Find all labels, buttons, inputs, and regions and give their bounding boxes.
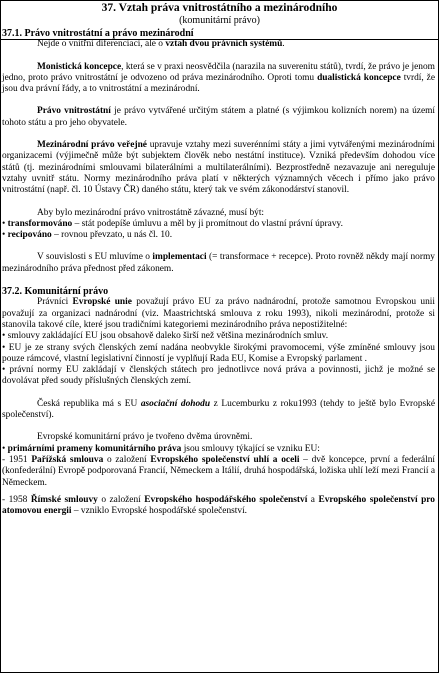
paragraph-intro: Nejde o vnitřní diferenciaci, ale o vztah dvou právních systémů. bbox=[37, 39, 285, 50]
document-body bbox=[2, 28, 435, 517]
paragraph-1958: - 1958 Římské smlouvy o založení Evropského hospodářského společenství a Evropského společenství pro atomovou energii – vzniklo Evropské hospodářské společenství. bbox=[2, 494, 435, 517]
section-heading-1: 37.1. Právo vnitrostátní a právo mezinárodní bbox=[2, 28, 194, 39]
bullet-transformed: • transformováno – stát podepíše úmluvu a měl by ji promítnout do vlastní právní úpravy. bbox=[2, 218, 343, 229]
list-item: • EU je ze strany svých členských zemí nadána neobvykle širokými pravomocemi, výše zmíněné smlouvy jsou pouze rámcové, vlastní legislativní činností je vyplňují Rada EU, Komise a Evropský parlament . bbox=[2, 342, 435, 364]
paragraph-monism: Monistická koncepce, která se v praxi neosvědčila (narazila na suverenitu států), tvrdí, že právo je jenom jedno, proto právo vnitrostátní je odvozeno od práva mezinárodního. Oproti tomu dualistická koncepce tvrdí, že jsou dva právní řády, a to vnitrostátní a mezinárodní. bbox=[2, 61, 435, 95]
paragraph-czech-republic: Česká republika má s EU asociační dohodu z Lucemburku z roku1993 (tehdy to ještě bylo Evropské společenství). bbox=[2, 398, 436, 421]
paragraph-implementation: V souvislosti s EU mluvíme o implementaci (= transformace + recepce). Proto rovněž někdy mají normy mezinárodního práva přednost před zákonem. bbox=[2, 252, 435, 274]
paragraph-binding: Aby bylo mezinárodní právo vnitrostátně závazné, musí být: bbox=[37, 207, 265, 218]
paragraph-1951: - 1951 Pařížská smlouva o založení Evropského společenství uhlí a oceli – dvě koncepce, první a federální (konfederální) Evropě podporovaná Francií, Německem a Itálií, druhá hospodářská, ložiska uhlí leží mezi Francií a Německem. bbox=[2, 454, 435, 488]
paragraph-levels: Evropské komunitární právo je tvořeno dvěma úrovněmi. bbox=[37, 432, 253, 443]
section-heading-2: 37.2. Komunitární právo bbox=[2, 286, 109, 298]
list-item: • smlouvy zakládající EU jsou obsahově daleko širší než většina mezinárodních smluv. bbox=[2, 331, 329, 342]
bullet-primary-sources: • primárními prameny komunitárního práva jsou smlouvy týkající se vzniku EU: bbox=[2, 443, 320, 454]
list-item: • právní normy EU zakládají v členských státech pro jednotlivce nová práva a povinnosti, jichž je možné se dovolávat před soudy příslušných členských zemí. bbox=[2, 365, 435, 387]
bullet-recipient: • recipováno – rovnou převzato, u nás čl. 10. bbox=[2, 230, 173, 241]
paragraph-international-law: Mezinárodní právo veřejné upravuje vztahy mezi suverénními státy a jimi vytvářenými mezinárodními organizacemi (výjimečně může být subjektem člověk nebo nestátní instituce). Vzniká především dohodou více států (tj. mezinárodními smlouvami bilaterálními a multilaterálními). Bezprostředně nezavazuje ani nereguluje vztahy uvnitř státu. Normy mezinárodního práva platí v některých významných věcech i přímo jako právo vnitrostátní (např. čl. 10 Ústavy ČR) daného státu, který tak ve svém zákonodárství stanovil. bbox=[2, 140, 436, 196]
page-title: 37. Vztah práva vnitrostátního a mezinárodního bbox=[101, 2, 338, 14]
paragraph-national-law: Právo vnitrostátní je právo vytvářené určitým státem a platné (s výjimkou kolizních norem) na území tohoto státu a pro jeho obyvatele. bbox=[2, 106, 435, 128]
page-subtitle: (komunitární právo) bbox=[179, 15, 260, 26]
paragraph-eu: Právníci Evropské unie považují právo EU za právo nadnárodní, protože samotnou Evropskou unii považují za organizaci nadnárodní (viz. Maastrichtská smlouva z roku 1993), nikoli mezinárodní, protože si stanovila takové cíle, které jsou tradičními kategoriemi mezinárodního práva nepostižitelné: bbox=[2, 297, 435, 330]
